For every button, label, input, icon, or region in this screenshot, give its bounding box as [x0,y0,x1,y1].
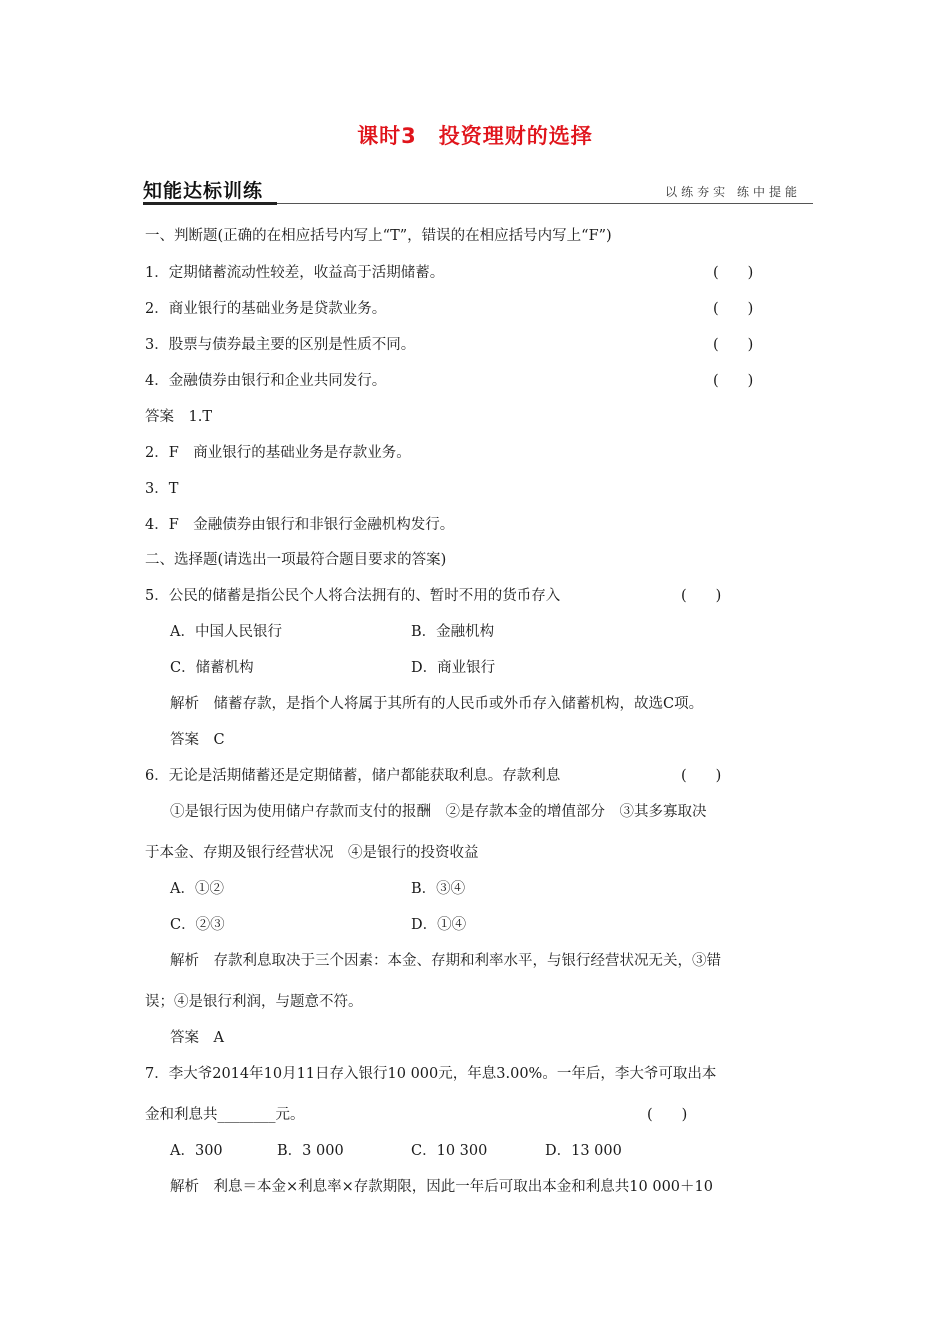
judge-item-3: 3．股票与债券最主要的区别是性质不同。 [145,337,416,353]
answer-line-2: 2．F 商业银行的基础业务是存款业务。 [145,445,411,461]
answer-paren-1[interactable]: ( ) [713,265,754,281]
q6-statements-1: ①是银行因为使用储户存款而支付的报酬 ②是存款本金的增值部分 ③其多寡取决 [170,804,707,820]
q5-analysis: 解析 储蓄存款，是指个人将属于其所有的人民币或外币存入储蓄机构，故选C项。 [170,696,704,712]
q7-option-c[interactable]: C．10 300 [411,1143,488,1159]
section-underline-thick [143,202,277,205]
section-underline-thin [277,203,813,204]
q6-option-a[interactable]: A．①② [170,881,224,897]
q5-answer-paren[interactable]: ( ) [681,588,722,604]
q6-analysis-2: 误；④是银行利润，与题意不符。 [145,994,363,1010]
section-slogan: 以练夯实 练中提能 [665,185,801,199]
judge-item-2: 2．商业银行的基础业务是贷款业务。 [145,301,387,317]
answer-paren-2[interactable]: ( ) [713,301,754,317]
q7-stem-1: 7．李大爷2014年10月11日存入银行10 000元，年息3.00%。一年后，李大爷可取出本 [145,1066,717,1082]
answer-paren-4[interactable]: ( ) [713,373,754,389]
q5-option-a[interactable]: A．中国人民银行 [170,624,282,640]
answer-line-4: 4．F 金融债券由银行和非银行金融机构发行。 [145,517,455,533]
part1-heading: 一、判断题(正确的在相应括号内写上“T”，错误的在相应括号内写上“F”) [145,228,612,244]
q5-stem: 5．公民的储蓄是指公民个人将合法拥有的、暂时不用的货币存入 [145,588,561,604]
answer-line-3: 3．T [145,481,179,497]
q7-option-d[interactable]: D．13 000 [545,1143,622,1159]
part2-heading: 二、选择题(请选出一项最符合题目要求的答案) [145,552,447,568]
q6-analysis-1: 解析 存款利息取决于三个因素：本金、存期和利率水平，与银行经营状况无关，③错 [170,953,721,969]
q5-answer: 答案 C [170,732,225,748]
q5-option-d[interactable]: D．商业银行 [411,660,496,676]
q7-analysis: 解析 利息＝本金×利息率×存款期限，因此一年后可取出本金和利息共10 000＋10 [170,1179,713,1195]
q6-answer: 答案 A [170,1030,224,1046]
q7-stem-2: 金和利息共________元。 [145,1107,305,1123]
q6-option-b[interactable]: B．③④ [411,881,466,897]
q7-option-b[interactable]: B．3 000 [277,1143,344,1159]
q6-option-c[interactable]: C．②③ [170,917,225,933]
q6-option-d[interactable]: D．①④ [411,917,467,933]
judge-item-1: 1．定期储蓄流动性较差，收益高于活期储蓄。 [145,265,445,281]
q6-stem: 6．无论是活期储蓄还是定期储蓄，储户都能获取利息。存款利息 [145,768,561,784]
q6-answer-paren[interactable]: ( ) [681,768,722,784]
q7-answer-paren[interactable]: ( ) [647,1107,688,1123]
q5-option-b[interactable]: B．金融机构 [411,624,495,640]
q5-option-c[interactable]: C．储蓄机构 [170,660,254,676]
q6-statements-2: 于本金、存期及银行经营状况 ④是银行的投资收益 [145,845,479,861]
answer-line-1: 答案 1.T [145,409,213,425]
section-name: 知能达标训练 [143,180,264,202]
lesson-title: 课时3 投资理财的选择 [357,124,593,148]
judge-item-4: 4．金融债券由银行和企业共同发行。 [145,373,387,389]
q7-option-a[interactable]: A．300 [170,1143,223,1159]
answer-paren-3[interactable]: ( ) [713,337,754,353]
